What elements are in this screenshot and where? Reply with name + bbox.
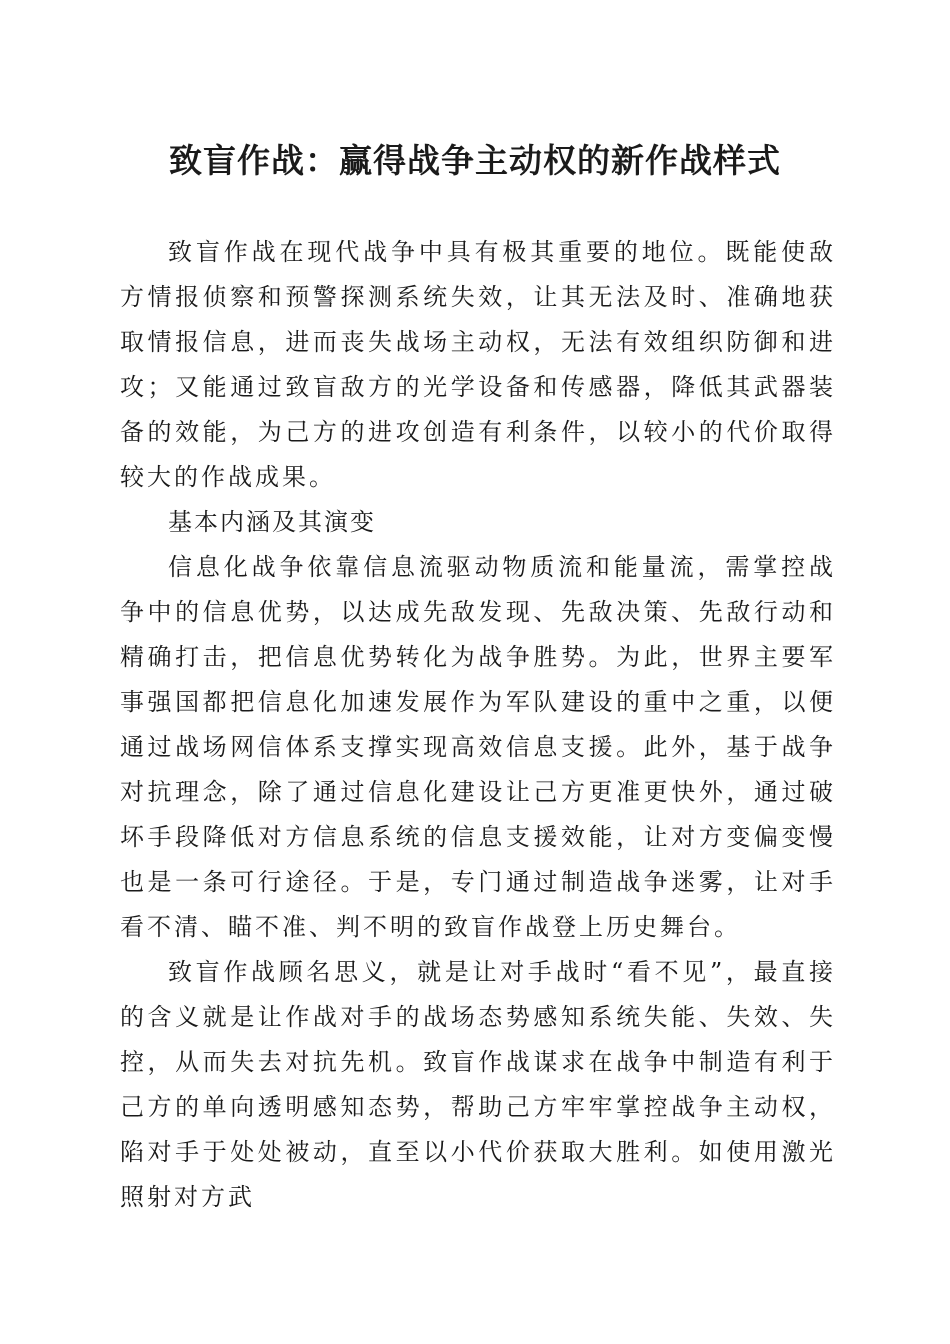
section-heading: 基本内涵及其演变 [168,508,376,536]
document-body [120,230,836,1220]
paragraph-information-warfare: 信息化战争依靠信息流驱动物质流和能量流，需掌控战争中的信息优势，以达成先敌发现、先敌决策、先敌行动和精确打击，把信息优势转化为战争胜势。为此，世界主要军事强国都把信息化加速发展作为军队建设的重中之重，以便通过战场网信体系支撑实现高效信息支援。此外，基于战争对抗理念，除了通过信息化建设让己方更准更快外，通过破坏手段降低对方信息系统的信息支援效能，让对方变偏变慢也是一条可行途径。于是，专门通过制造战争迷雾，让对手看不清、瞄不准、判不明的致盲作战登上历史舞台。 [120,553,836,941]
paragraph-blinding-definition: 致盲作战顾名思义，就是让对手战时“看不见”，最直接的含义就是让作战对手的战场态势感知系统失能、失效、失控，从而失去对抗先机。致盲作战谋求在战争中制造有利于己方的单向透明感知态势，帮助己方牢牢掌控战争主动权，陷对手于处处被动，直至以小代价获取大胜利。如使用激光照射对方武 [120,958,836,1211]
paragraph-intro: 致盲作战在现代战争中具有极其重要的地位。既能使敌方情报侦察和预警探测系统失效，让其无法及时、准确地获取情报信息，进而丧失战场主动权，无法有效组织防御和进攻；又能通过致盲敌方的光学设备和传感器，降低其武器装备的效能，为己方的进攻创造有利条件，以较小的代价取得较大的作战成果。 [120,238,836,491]
document-title: 致盲作战：赢得战争主动权的新作战样式 [169,141,781,180]
